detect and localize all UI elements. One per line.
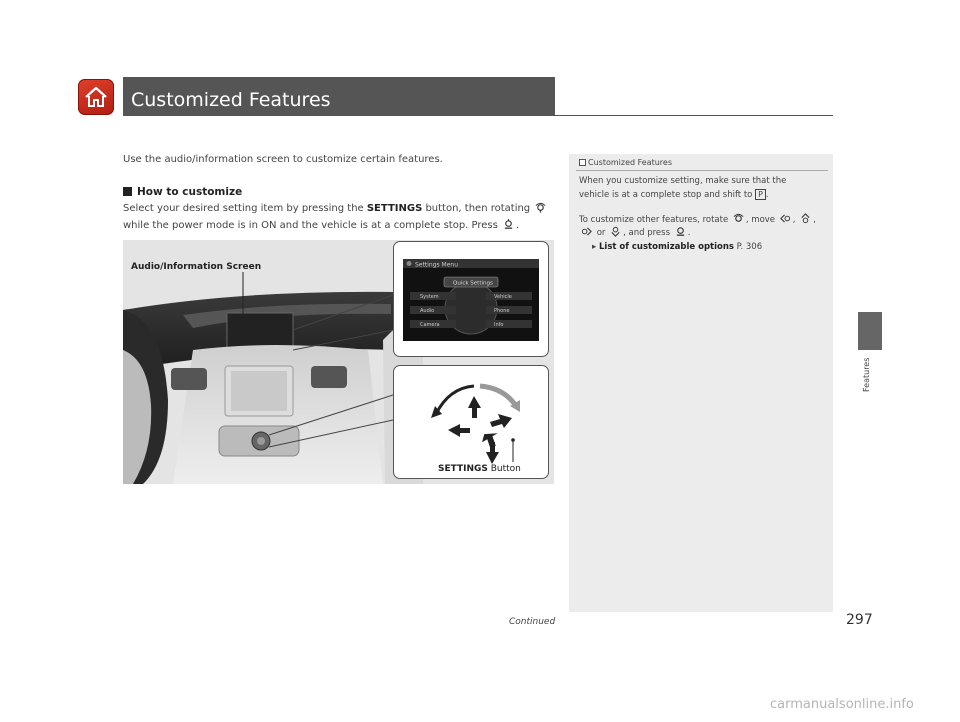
dial-arrows-diagram [394, 366, 548, 478]
page-number: 297 [846, 612, 873, 628]
intro-text: Use the audio/information screen to customize certain features. [123, 154, 443, 165]
arrow-left-icon [448, 424, 470, 437]
callout-settings-button [393, 365, 549, 479]
page-title: Customized Features [131, 89, 331, 111]
home-icon[interactable] [78, 79, 114, 115]
screen-item-2[interactable]: Audio [420, 308, 435, 314]
arrow-right-icon [490, 414, 512, 428]
screen-title: Settings Menu [415, 261, 458, 269]
interface-dial-icon [733, 213, 744, 224]
note-square-icon [579, 159, 586, 166]
label-audio-information-screen: Audio/Information Screen [131, 262, 262, 272]
note-line-2: vehicle is at a complete stop and shift to P . [579, 190, 769, 200]
instruction-line-1: Select your desired setting item by pressing the SETTINGS button, then rotating [123, 202, 548, 214]
screen-item-5[interactable]: Phone [494, 308, 510, 314]
screen-item-6[interactable]: Info [494, 322, 504, 328]
callout-screen [393, 241, 549, 357]
note-heading: Customized Features [579, 158, 672, 167]
screen-item-quick-settings[interactable]: Quick Settings [453, 280, 493, 287]
arrow-up-icon [468, 396, 481, 418]
customizable-options-link[interactable]: ▸ List of customizable options P. 306 [592, 242, 763, 252]
note-line-4: or , and press . [579, 226, 690, 238]
section-heading: How to customize [123, 186, 242, 198]
park-key-icon: P [755, 189, 766, 200]
press-dial-icon [675, 226, 686, 237]
screen-item-4[interactable]: Vehicle [494, 294, 512, 300]
square-bullet-icon [123, 187, 132, 196]
press-dial-icon [503, 219, 514, 230]
settings-menu-screen [394, 242, 548, 356]
interface-dial-icon [535, 202, 546, 213]
note-divider [576, 170, 828, 171]
move-left-icon [780, 213, 791, 224]
move-up-icon [800, 213, 811, 224]
note-line-1: When you customize setting, make sure that the [579, 176, 787, 186]
move-down-icon [610, 226, 621, 237]
side-tab-label: Features [862, 357, 871, 392]
house-glyph [83, 84, 109, 110]
continued-label: Continued [509, 617, 556, 627]
screen-item-1[interactable]: System [420, 294, 439, 300]
watermark: carmanualsonline.info [770, 697, 914, 712]
link-arrow-icon: ▸ [592, 242, 597, 252]
instruction-line-2: while the power mode is in ON and the vehicle is at a complete stop. Press . [123, 220, 520, 231]
side-tab-marker [858, 312, 882, 350]
screen-item-3[interactable]: Camera [420, 322, 440, 328]
title-rule [123, 115, 833, 116]
note-line-3: To customize other features, rotate , move , , [579, 215, 816, 225]
arrow-down-icon [486, 442, 499, 464]
label-settings-button: SETTINGS Button [438, 464, 521, 474]
move-right-icon [581, 226, 592, 237]
